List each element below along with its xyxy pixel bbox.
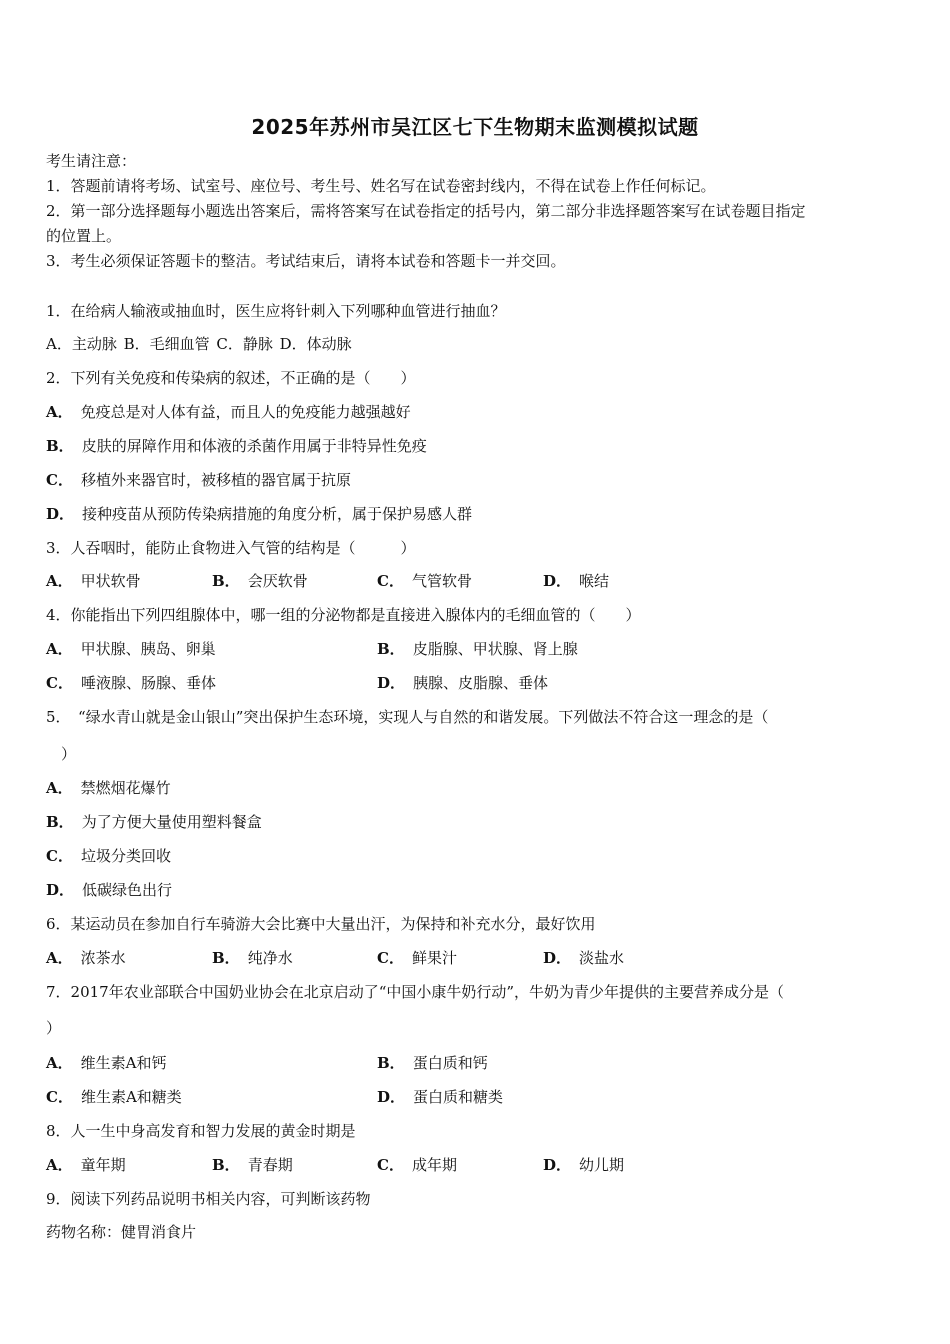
option-text: 胰腺、皮脂腺、垂体 <box>413 674 549 692</box>
option-text: 蛋白质和钙 <box>412 1054 488 1072</box>
option-a <box>46 948 126 968</box>
option-text: 浓茶水 <box>80 949 126 967</box>
option-text: 接种疫苗从预防传染病措施的角度分析，属于保护易感人群 <box>82 505 473 523</box>
option-text: 皮脂腺、甲状腺、肾上腺 <box>412 640 578 658</box>
question-stem-continued: ） <box>46 1019 62 1037</box>
option-c <box>46 846 171 866</box>
option-d <box>543 1155 624 1175</box>
option-d <box>377 673 548 693</box>
option-b <box>212 571 308 591</box>
option-text: 唾液腺、肠腺、垂体 <box>80 674 216 692</box>
option-text: 纯净水 <box>247 949 293 967</box>
notice-item: 3．考生必须保证答题卡的整洁。考试结束后，请将本试卷和答题卡一并交回。 <box>46 252 566 270</box>
option-label: A． <box>46 779 73 797</box>
option-a <box>46 778 171 798</box>
option-text: 喉结 <box>579 572 610 590</box>
option-text: 鲜果汁 <box>411 949 457 967</box>
question-stem: 6．某运动员在参加自行车骑游大会比赛中大量出汗，为保持和补充水分，最好饮用 <box>46 915 596 933</box>
question-options-inline: A．主动脉 B．毛细血管 C．静脉 D．体动脉 <box>46 335 352 353</box>
option-label: B． <box>377 640 405 658</box>
option-c <box>377 1155 457 1175</box>
option-text: 免疫总是对人体有益，而且人的免疫能力越强越好 <box>80 403 411 421</box>
option-label: A． <box>46 403 73 421</box>
option-label: B． <box>46 437 74 455</box>
option-text: 甲状腺、胰岛、卵巢 <box>80 640 216 658</box>
option-text: 成年期 <box>411 1156 457 1174</box>
option-c <box>377 571 472 591</box>
question-stem: 9．阅读下列药品说明书相关内容，可判断该药物 <box>46 1190 371 1208</box>
option-text: 童年期 <box>80 1156 126 1174</box>
option-a <box>46 402 411 422</box>
option-b <box>46 436 427 456</box>
option-text: 维生素A和糖类 <box>80 1088 182 1106</box>
option-label: B． <box>212 1156 240 1174</box>
option-text: 低碳绿色出行 <box>82 881 173 899</box>
option-label: D． <box>543 1156 572 1174</box>
option-d <box>46 504 472 524</box>
option-label: D． <box>543 949 572 967</box>
option-text: 禁燃烟花爆竹 <box>80 779 171 797</box>
option-b <box>46 812 262 832</box>
option-text: 气管软骨 <box>411 572 472 590</box>
option-c <box>46 673 216 693</box>
option-label: A． <box>46 949 73 967</box>
option-text: 维生素A和钙 <box>80 1054 167 1072</box>
question-stem: 1．在给病人输液或抽血时，医生应将针刺入下列哪种血管进行抽血？ <box>46 302 506 320</box>
option-a <box>46 1053 166 1073</box>
option-c <box>46 1087 182 1107</box>
notice-heading: 考生请注意： <box>46 152 137 170</box>
question-stem: 7．2017年农业部联合中国奶业协会在北京启动了“中国小康牛奶行动”，牛奶为青少年提供的主要营养成分是（ <box>46 983 785 1001</box>
question-stem: 5． “绿水青山就是金山银山”突出保护生态环境，实现人与自然的和谐发展。下列做法不符合这一理念的是（ <box>46 708 769 726</box>
option-b <box>212 948 293 968</box>
option-label: D． <box>46 505 75 523</box>
question-stem: 4．你能指出下列四组腺体中，哪一组的分泌物都是直接进入腺体内的毛细血管的（ ） <box>46 606 641 624</box>
option-d <box>46 880 172 900</box>
option-label: D． <box>46 881 75 899</box>
option-b <box>377 639 578 659</box>
option-d <box>543 571 609 591</box>
option-b <box>377 1053 488 1073</box>
question-stem-continued: ） <box>46 745 77 763</box>
option-text: 垃圾分类回收 <box>80 847 171 865</box>
option-d <box>377 1087 503 1107</box>
option-label: B． <box>46 813 74 831</box>
question-stem: 8．人一生中身高发育和智力发展的黄金时期是 <box>46 1122 356 1140</box>
option-label: A． <box>46 640 73 658</box>
option-b <box>212 1155 293 1175</box>
option-label: B． <box>212 949 240 967</box>
option-label: C． <box>46 471 73 489</box>
option-text: 皮肤的屏障作用和体液的杀菌作用属于非特异性免疫 <box>81 437 427 455</box>
option-text: 青春期 <box>247 1156 293 1174</box>
option-a <box>46 1155 126 1175</box>
question-stem: 2．下列有关免疫和传染病的叙述，不正确的是（ ） <box>46 369 416 387</box>
option-label: C． <box>46 1088 73 1106</box>
option-text: 蛋白质和糖类 <box>413 1088 504 1106</box>
option-a <box>46 571 141 591</box>
option-text: 为了方便大量使用塑料餐盒 <box>81 813 262 831</box>
option-a <box>46 639 216 659</box>
option-text: 幼儿期 <box>579 1156 625 1174</box>
option-label: A． <box>46 1156 73 1174</box>
option-label: D． <box>377 674 406 692</box>
option-c <box>46 470 351 490</box>
option-text: 会厌软骨 <box>247 572 308 590</box>
notice-item: 1．答题前请将考场、试室号、座位号、考生号、姓名写在试卷密封线内，不得在试卷上作任何标记。 <box>46 177 716 195</box>
page-title: 2025年苏州市吴江区七下生物期末监测模拟试题 <box>251 115 699 139</box>
option-label: C． <box>46 674 73 692</box>
option-label: A． <box>46 572 73 590</box>
option-label: C． <box>377 1156 404 1174</box>
option-label: A． <box>46 1054 73 1072</box>
option-label: B． <box>377 1054 405 1072</box>
option-label: C． <box>46 847 73 865</box>
option-label: D． <box>377 1088 406 1106</box>
option-label: C． <box>377 949 404 967</box>
option-text: 淡盐水 <box>579 949 625 967</box>
option-text: 甲状软骨 <box>80 572 141 590</box>
notice-item: 的位置上。 <box>46 227 122 245</box>
option-d <box>543 948 624 968</box>
option-label: B． <box>212 572 240 590</box>
option-text: 移植外来器官时，被移植的器官属于抗原 <box>80 471 351 489</box>
option-label: D． <box>543 572 572 590</box>
option-label: C． <box>377 572 404 590</box>
notice-item: 2．第一部分选择题每小题选出答案后，需将答案写在试卷指定的括号内，第二部分非选择题答案写在试卷题目指定 <box>46 202 806 220</box>
question-stem: 3．人吞咽时，能防止食物进入气管的结构是（ ） <box>46 539 416 557</box>
option-c <box>377 948 457 968</box>
drug-name-line: 药物名称：健胃消食片 <box>46 1223 197 1241</box>
